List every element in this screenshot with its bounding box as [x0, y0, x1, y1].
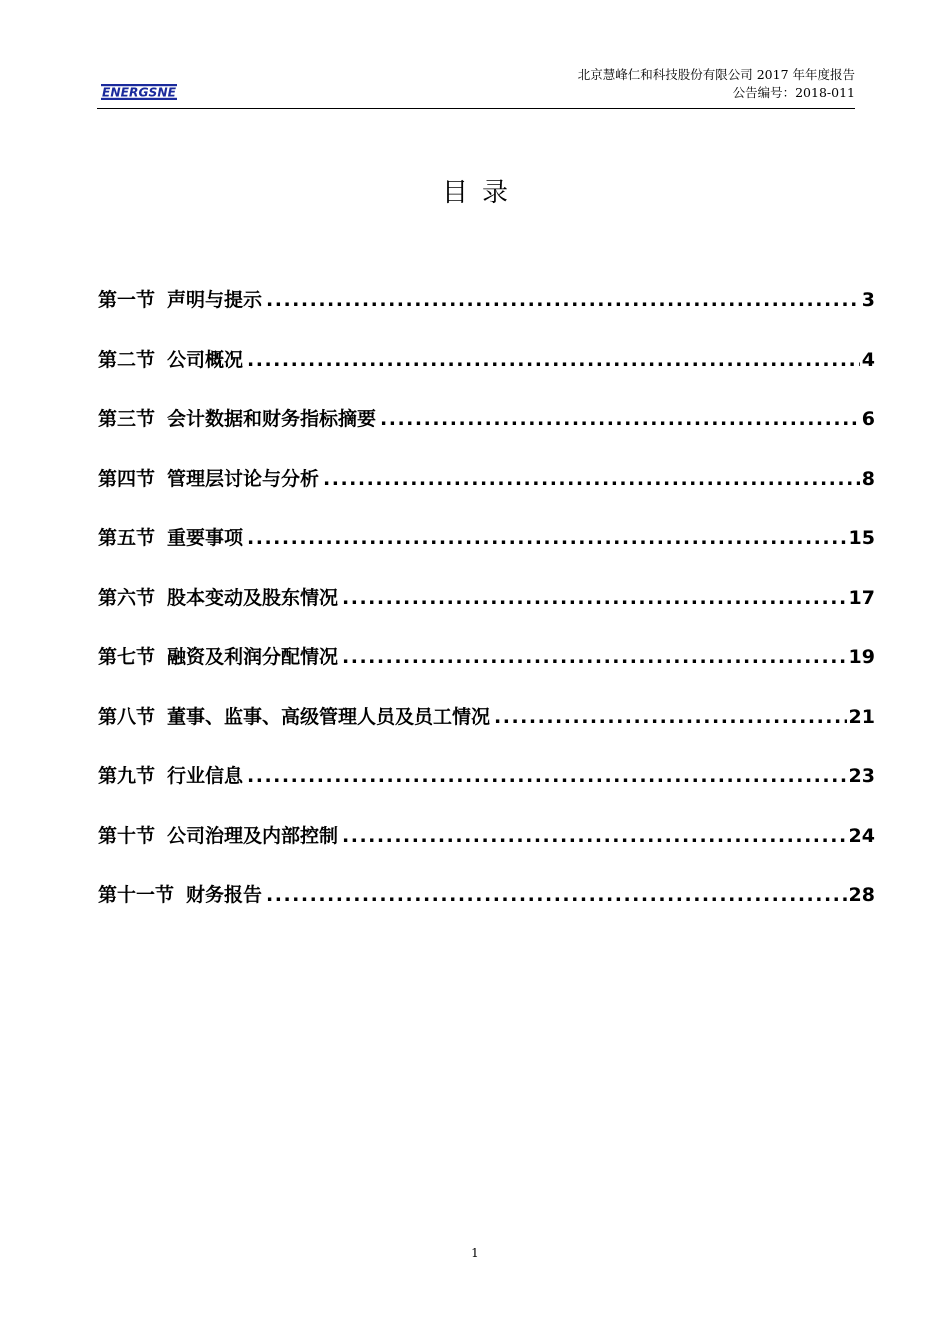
toc-section-name: 会计数据和财务指标摘要 [167, 408, 377, 430]
toc-section-number: 第八节 [98, 705, 156, 728]
toc-dot-leader [247, 349, 860, 371]
toc-entry[interactable] [98, 761, 875, 821]
toc-section-name: 公司概况 [167, 348, 244, 371]
toc-page-number: 21 [848, 705, 875, 728]
toc-dot-leader [323, 468, 860, 490]
toc-section-number: 第六节 [98, 586, 156, 609]
toc-section-name: 财务报告 [186, 884, 263, 906]
table-of-contents [98, 285, 875, 940]
toc-section-number: 第十节 [98, 824, 156, 847]
toc-section-number: 第七节 [98, 646, 156, 668]
toc-dot-leader [380, 408, 860, 430]
toc-page-number: 19 [848, 646, 875, 668]
toc-dot-leader [494, 706, 847, 728]
toc-entry[interactable] [98, 583, 875, 643]
toc-dot-leader [247, 765, 847, 787]
company-logo-icon [101, 82, 177, 102]
toc-dot-leader [266, 884, 847, 906]
toc-page-number: 4 [861, 348, 875, 371]
toc-dot-leader [342, 587, 847, 609]
toc-page-number: 3 [861, 289, 875, 311]
page-number: 1 [471, 1246, 479, 1260]
toc-section-name: 管理层讨论与分析 [167, 467, 320, 490]
toc-entry[interactable] [98, 523, 875, 583]
toc-entry[interactable] [98, 404, 875, 464]
toc-entry[interactable] [98, 464, 875, 524]
toc-section-name: 声明与提示 [167, 289, 263, 311]
toc-dot-leader [342, 825, 847, 847]
toc-entry[interactable] [98, 285, 875, 345]
toc-entry[interactable] [98, 702, 875, 762]
toc-entry[interactable] [98, 821, 875, 881]
toc-entry[interactable] [98, 345, 875, 405]
toc-page-number: 8 [861, 467, 875, 490]
toc-dot-leader [247, 527, 847, 549]
toc-section-number: 第十一节 [98, 884, 175, 906]
header-info [578, 66, 855, 102]
toc-section-name: 重要事项 [167, 527, 244, 549]
toc-section-name: 行业信息 [167, 765, 244, 787]
toc-section-number: 第五节 [98, 527, 156, 549]
toc-page-number: 17 [848, 586, 875, 609]
toc-section-number: 第九节 [98, 765, 156, 787]
toc-section-name: 公司治理及内部控制 [167, 824, 339, 847]
toc-page-number: 28 [848, 884, 875, 906]
page-header [97, 64, 855, 109]
toc-section-number: 第一节 [98, 289, 156, 311]
toc-entry[interactable] [98, 880, 875, 940]
announcement-number: 公告编号：2018-011 [732, 85, 855, 100]
company-report-title: 北京慧峰仁和科技股份有限公司 2017 年年度报告 [577, 67, 855, 82]
toc-section-number: 第四节 [98, 467, 156, 490]
logo-text: ENERGSNE [102, 84, 177, 100]
toc-section-name: 股本变动及股东情况 [167, 586, 339, 609]
toc-section-number: 第二节 [98, 348, 156, 371]
toc-entry[interactable] [98, 642, 875, 702]
toc-section-number: 第三节 [98, 408, 156, 430]
toc-section-name: 融资及利润分配情况 [167, 646, 339, 668]
toc-section-name: 董事、监事、高级管理人员及员工情况 [167, 705, 491, 728]
toc-page-number: 15 [848, 527, 875, 549]
toc-dot-leader [342, 646, 847, 668]
page-title: 目录 [441, 178, 522, 208]
toc-dot-leader [266, 289, 860, 311]
toc-page-number: 24 [848, 824, 875, 847]
toc-page-number: 6 [861, 408, 875, 430]
toc-page-number: 23 [848, 765, 875, 787]
